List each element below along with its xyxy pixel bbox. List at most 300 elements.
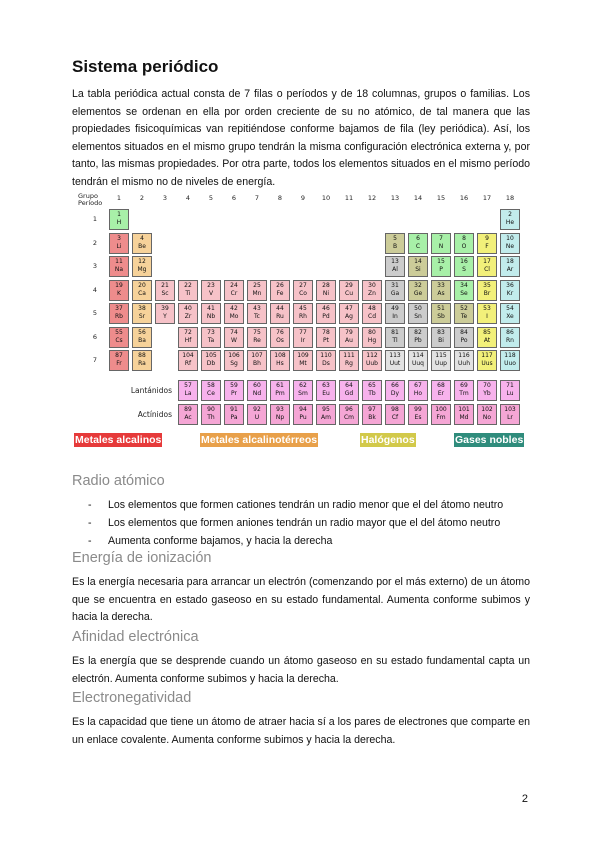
atomic-number: 52	[460, 305, 468, 312]
element-cell	[178, 280, 198, 301]
atomic-number: 62	[299, 382, 307, 389]
element-cell	[362, 350, 382, 371]
element-symbol: Au	[345, 336, 353, 344]
element-cell	[316, 380, 336, 401]
element-symbol: Ba	[138, 336, 146, 344]
element-symbol: Bk	[368, 414, 376, 421]
atomic-number: 35	[483, 281, 491, 289]
element-symbol: Y	[163, 313, 167, 320]
element-symbol: Pu	[299, 414, 307, 421]
element-symbol: Rb	[115, 313, 123, 320]
element-cell	[477, 280, 497, 301]
period-label: 3	[92, 262, 98, 270]
atomic-number: 40	[184, 305, 192, 312]
atomic-number: 48	[368, 305, 376, 312]
atomic-number: 70	[483, 382, 491, 389]
element-cell	[408, 327, 428, 348]
element-symbol: Th	[207, 414, 215, 421]
atomic-number: 5	[393, 234, 397, 242]
atomic-number: 73	[207, 328, 215, 336]
atomic-number: 14	[414, 258, 422, 265]
page-title: Sistema periódico	[72, 57, 219, 76]
element-cell	[477, 350, 497, 371]
element-symbol: Er	[437, 390, 445, 397]
atomic-number: 76	[276, 328, 284, 336]
element-cell	[408, 256, 428, 277]
element-cell	[224, 404, 244, 425]
element-symbol: Rg	[345, 360, 353, 367]
period-label: 4	[92, 285, 98, 294]
element-symbol: Gd	[344, 390, 354, 397]
element-cell	[339, 280, 359, 301]
element-cell	[431, 327, 451, 348]
atomic-number: 28	[322, 281, 330, 289]
element-symbol: Tm	[459, 390, 469, 397]
element-symbol: V	[208, 289, 214, 297]
element-symbol: Pa	[230, 414, 238, 421]
element-cell	[385, 327, 405, 348]
element-cell	[362, 327, 382, 348]
atomic-number: 15	[437, 258, 445, 265]
atomic-number: 90	[207, 406, 215, 413]
atomic-number: 69	[460, 382, 468, 389]
legend-alkaline-earth-metals: Metales alcalinotérreos	[201, 434, 318, 446]
element-cell	[339, 380, 359, 401]
atomic-number: 96	[345, 406, 353, 413]
atomic-number: 94	[299, 406, 307, 413]
element-cell	[155, 280, 175, 301]
atomic-number: 19	[115, 281, 123, 289]
element-symbol: O	[461, 242, 467, 250]
group-label: 17	[482, 194, 492, 202]
atomic-number: 4	[140, 234, 144, 242]
element-cell	[178, 350, 198, 371]
atomic-number: 47	[345, 305, 353, 312]
element-symbol: Ce	[207, 390, 215, 397]
atomic-number: 97	[368, 406, 376, 413]
element-symbol: Lr	[507, 414, 513, 421]
element-cell	[132, 233, 152, 254]
element-symbol: Uup	[434, 360, 447, 367]
element-cell	[224, 303, 244, 324]
atomic-number: 101	[458, 406, 470, 413]
element-symbol: Tl	[392, 336, 398, 344]
group-label: 8	[277, 194, 283, 202]
element-cell	[224, 350, 244, 371]
element-cell	[132, 303, 152, 324]
element-symbol: Xe	[506, 313, 514, 320]
element-symbol: As	[437, 289, 445, 297]
atomic-number: 99	[414, 406, 422, 413]
atomic-number: 7	[439, 234, 443, 242]
group-label: 1	[116, 194, 122, 202]
atomic-number: 75	[253, 328, 261, 336]
group-label: 4	[185, 194, 191, 202]
element-symbol: Cs	[115, 336, 123, 344]
element-cell	[454, 327, 474, 348]
atomic-number: 41	[207, 305, 215, 312]
element-symbol: S	[462, 266, 466, 273]
element-symbol: K	[117, 289, 121, 297]
element-cell	[339, 327, 359, 348]
period-label: 1	[92, 215, 98, 223]
atomic-number: 108	[274, 352, 286, 359]
atomic-number: 87	[115, 352, 123, 359]
element-symbol: Cu	[345, 289, 353, 297]
element-symbol: Mt	[299, 360, 307, 367]
element-symbol: Yb	[483, 390, 491, 397]
element-cell	[293, 280, 313, 301]
group-label: 6	[231, 194, 237, 202]
atomic-number: 36	[506, 281, 514, 289]
element-symbol: At	[483, 336, 491, 344]
element-symbol: Ti	[185, 289, 191, 297]
element-cell	[178, 303, 198, 324]
heading-afinidad-electronica: Afinidad electrónica	[72, 629, 199, 645]
element-cell	[247, 327, 267, 348]
element-symbol: Hf	[184, 336, 192, 344]
atomic-number: 77	[299, 328, 307, 336]
lanthanides-label: Lantánidos	[130, 386, 172, 395]
element-symbol: Am	[321, 414, 331, 421]
atomic-number: 83	[437, 328, 445, 336]
list-item: - Aumenta conforme bajamos, y hacia la derecha	[88, 533, 503, 551]
element-symbol: Ir	[300, 336, 306, 344]
atomic-number: 89	[184, 406, 192, 413]
periodo-label: Período	[78, 199, 103, 207]
period-label: 2	[92, 238, 98, 247]
element-symbol: Cl	[484, 266, 490, 273]
element-symbol: U	[254, 414, 260, 421]
element-cell	[178, 327, 198, 348]
element-cell	[132, 280, 152, 301]
atomic-number: 59	[230, 382, 238, 389]
element-symbol: Ra	[138, 360, 146, 367]
atomic-number: 50	[414, 305, 422, 312]
element-cell	[362, 280, 382, 301]
atomic-number: 54	[506, 305, 514, 312]
element-symbol: Na	[114, 266, 124, 273]
atomic-number: 117	[481, 352, 493, 359]
atomic-number: 20	[138, 281, 146, 289]
group-label: 12	[367, 194, 377, 202]
atomic-number: 55	[115, 328, 123, 336]
element-cell	[270, 380, 290, 401]
atomic-number: 2	[508, 211, 512, 218]
atomic-number: 78	[322, 328, 330, 336]
atomic-number: 91	[230, 406, 238, 413]
element-symbol: Ni	[322, 289, 330, 297]
atomic-number: 31	[391, 281, 399, 289]
element-symbol: Rf	[184, 360, 192, 367]
element-symbol: Cd	[368, 313, 376, 320]
element-cell	[178, 380, 198, 401]
element-symbol: Zn	[368, 289, 376, 297]
intro-paragraph: La tabla periódica actual consta de 7 filas o períodos y de 18 columnas, grupos o familias. Los elementos se ordenan en ella por orden creciente de su no atómico, de tal manera que las propiedades fisicoquímicas van repitiéndose conforme bajamos de fila (ley periódica). Así, los elementos situados en el mismo grupo tendrán la misma configuración electrónica externa y, por tanto, las mismas propiedades. Por otra parte, todos los elementos situados en el mismo período tendrán el mismo no de niveles de energía.	[72, 88, 530, 188]
element-cell	[201, 350, 221, 371]
group-label: 9	[300, 194, 306, 202]
element-symbol: Ge	[413, 289, 423, 297]
element-cell	[339, 303, 359, 324]
atomic-number: 110	[320, 352, 332, 359]
atomic-number: 80	[368, 328, 376, 336]
element-cell	[477, 404, 497, 425]
element-cell	[109, 233, 129, 254]
element-cell	[132, 327, 152, 348]
atomic-number: 118	[504, 352, 516, 359]
ionizacion-paragraph: Es la energía necesaria para arrancar un electrón (comenzando por el más externo) de un átomo que se encuentra en estado gaseoso en su estado fundamental. Aumenta conforme subimos y hacia la derecha.	[72, 576, 530, 624]
element-cell	[385, 233, 405, 254]
element-cell	[500, 350, 520, 371]
grupo-label: Grupo	[78, 192, 98, 200]
element-symbol: Rh	[299, 313, 307, 320]
element-symbol: Eu	[322, 390, 330, 397]
atomic-number: 112	[366, 352, 378, 359]
element-cell	[293, 350, 313, 371]
element-symbol: Ru	[276, 313, 284, 320]
element-cell	[385, 280, 405, 301]
atomic-number: 111	[343, 352, 355, 359]
group-label: 7	[254, 194, 260, 202]
atomic-number: 33	[437, 281, 445, 289]
element-symbol: Hs	[276, 360, 284, 367]
radio-bullet-list	[88, 497, 503, 550]
atomic-number: 102	[481, 406, 493, 413]
element-symbol: Nb	[206, 313, 216, 320]
element-cell	[270, 350, 290, 371]
element-cell	[454, 303, 474, 324]
element-cell	[454, 404, 474, 425]
element-symbol: Mg	[137, 266, 147, 273]
element-symbol: C	[415, 242, 421, 250]
element-cell	[201, 327, 221, 348]
element-cell	[454, 380, 474, 401]
element-cell	[316, 404, 336, 425]
afinidad-paragraph: Es la energía que se desprende cuando un átomo gaseoso en su estado fundamental capta un electrón. Aumenta conforme subimos y hacia la derecha.	[72, 655, 530, 685]
atomic-number: 46	[322, 305, 330, 312]
element-symbol: Fm	[436, 414, 446, 421]
element-cell	[178, 404, 198, 425]
page-number: 2	[521, 793, 528, 805]
atomic-number: 98	[391, 406, 399, 413]
atomic-number: 58	[207, 382, 215, 389]
element-cell	[109, 327, 129, 348]
element-symbol: N	[438, 242, 444, 250]
element-symbol: Sm	[298, 390, 308, 397]
atomic-number: 22	[184, 281, 192, 289]
element-cell	[408, 404, 428, 425]
atomic-number: 12	[138, 258, 146, 265]
table-header-label	[78, 193, 102, 207]
element-cell	[201, 404, 221, 425]
element-symbol: Sb	[437, 313, 445, 320]
element-symbol: Li	[116, 242, 122, 250]
element-cell	[500, 327, 520, 348]
element-symbol: Re	[253, 336, 261, 344]
element-cell	[385, 404, 405, 425]
atomic-number: 8	[462, 234, 466, 242]
atomic-number: 3	[117, 234, 121, 242]
element-cell	[500, 380, 520, 401]
element-cell	[247, 280, 267, 301]
atomic-number: 104	[182, 352, 194, 359]
atomic-number: 88	[138, 352, 146, 359]
element-cell	[224, 380, 244, 401]
atomic-number: 9	[485, 234, 489, 242]
atomic-number: 115	[435, 352, 447, 359]
element-cell	[109, 303, 129, 324]
group-label: 5	[208, 194, 214, 202]
element-cell	[270, 404, 290, 425]
element-symbol: Os	[276, 336, 284, 344]
element-cell	[477, 303, 497, 324]
element-cell	[454, 350, 474, 371]
element-cell	[109, 209, 129, 230]
element-symbol: Pm	[275, 390, 285, 397]
element-cell	[500, 303, 520, 324]
element-cell	[270, 280, 290, 301]
element-cell	[431, 350, 451, 371]
atomic-number: 71	[506, 382, 514, 389]
element-symbol: Ta	[207, 336, 215, 344]
atomic-number: 34	[460, 281, 468, 289]
atomic-number: 81	[391, 328, 399, 336]
atomic-number: 65	[368, 382, 376, 389]
atomic-number: 113	[389, 352, 401, 359]
atomic-number: 53	[483, 305, 491, 312]
list-item: - Los elementos que formen aniones tendrán un radio mayor que el del átomo neutro	[88, 515, 503, 533]
element-symbol: Es	[414, 414, 422, 421]
element-symbol: La	[184, 390, 192, 397]
element-symbol: In	[392, 313, 398, 320]
atomic-number: 67	[414, 382, 422, 389]
element-symbol: H	[116, 219, 122, 226]
element-symbol: Hg	[367, 336, 377, 344]
legend-halogens: Halógenos	[361, 434, 415, 446]
atomic-number: 21	[161, 281, 169, 289]
element-cell	[500, 209, 520, 230]
element-cell	[316, 350, 336, 371]
atomic-number: 13	[391, 258, 399, 265]
element-cell	[500, 256, 520, 277]
element-cell	[293, 380, 313, 401]
periodic-table	[74, 190, 530, 454]
group-label: 15	[436, 194, 446, 202]
element-symbol: Al	[392, 266, 398, 273]
element-cell	[201, 303, 221, 324]
element-symbol: Uub	[365, 360, 378, 367]
legend-noble-gases: Gases nobles	[455, 434, 524, 446]
element-cell	[339, 350, 359, 371]
heading-radio-atomico: Radio atómico	[72, 473, 165, 489]
atomic-number: 92	[253, 406, 261, 413]
element-symbol: Te	[460, 313, 468, 320]
atomic-number: 29	[345, 281, 353, 289]
element-cell	[408, 233, 428, 254]
element-cell	[408, 380, 428, 401]
element-cell	[454, 280, 474, 301]
element-cell	[109, 280, 129, 301]
atomic-number: 84	[460, 328, 468, 336]
element-symbol: Ag	[345, 313, 353, 320]
element-cell	[293, 404, 313, 425]
element-symbol: Sn	[414, 313, 422, 320]
element-symbol: Sr	[138, 313, 146, 320]
element-cell	[270, 303, 290, 324]
element-symbol: Po	[460, 336, 468, 344]
element-symbol: Lu	[506, 390, 514, 397]
element-symbol: Mn	[252, 289, 262, 297]
element-symbol: Uuh	[458, 360, 470, 367]
group-label: 2	[139, 194, 145, 202]
atomic-number: 68	[437, 382, 445, 389]
element-symbol: No	[482, 414, 492, 421]
element-symbol: Sc	[161, 289, 169, 297]
element-symbol: Sg	[230, 360, 238, 367]
element-symbol: W	[231, 336, 237, 344]
atomic-number: 74	[230, 328, 238, 336]
element-cell	[316, 303, 336, 324]
element-symbol: Ho	[413, 390, 423, 397]
atomic-number: 6	[416, 234, 420, 242]
group-label: 11	[344, 194, 354, 202]
atomic-number: 56	[138, 328, 146, 336]
atomic-number: 106	[228, 352, 240, 359]
atomic-number: 26	[276, 281, 284, 289]
element-cell	[431, 303, 451, 324]
group-label: 16	[459, 194, 469, 202]
atomic-number: 16	[460, 258, 468, 265]
element-cell	[247, 404, 267, 425]
group-label: 10	[321, 194, 331, 202]
element-symbol: He	[505, 219, 515, 226]
element-symbol: Ca	[138, 289, 146, 297]
element-symbol: Bh	[253, 360, 261, 367]
element-symbol: Ga	[390, 289, 400, 297]
group-label: 18	[505, 194, 515, 202]
period-label: 6	[92, 332, 98, 341]
element-cell	[385, 380, 405, 401]
element-cell	[385, 350, 405, 371]
atomic-number: 42	[230, 305, 238, 312]
atomic-number: 1	[117, 211, 121, 218]
element-symbol: Ne	[505, 242, 515, 250]
element-symbol: Pt	[323, 336, 329, 344]
element-symbol: Pr	[231, 390, 237, 397]
atomic-number: 44	[276, 305, 284, 312]
element-cell	[431, 380, 451, 401]
atomic-number: 51	[437, 305, 445, 312]
element-cell	[132, 350, 152, 371]
atomic-number: 93	[276, 406, 284, 413]
element-symbol: Ar	[506, 266, 514, 273]
atomic-number: 32	[414, 281, 422, 289]
list-item: - Los elementos que formen cationes tendrán un radio menor que el del átomo neutro	[88, 497, 503, 515]
atomic-number: 27	[299, 281, 307, 289]
element-symbol: Cm	[343, 414, 355, 421]
element-cell	[500, 404, 520, 425]
atomic-number: 17	[483, 258, 491, 265]
element-cell	[316, 327, 336, 348]
atomic-number: 116	[458, 352, 470, 359]
atomic-number: 39	[161, 305, 169, 312]
element-cell	[385, 256, 405, 277]
element-symbol: Fe	[276, 289, 284, 297]
element-symbol: Tc	[254, 313, 260, 320]
atomic-number: 61	[276, 382, 284, 389]
element-symbol: Ds	[322, 360, 330, 367]
atomic-number: 66	[391, 382, 399, 389]
